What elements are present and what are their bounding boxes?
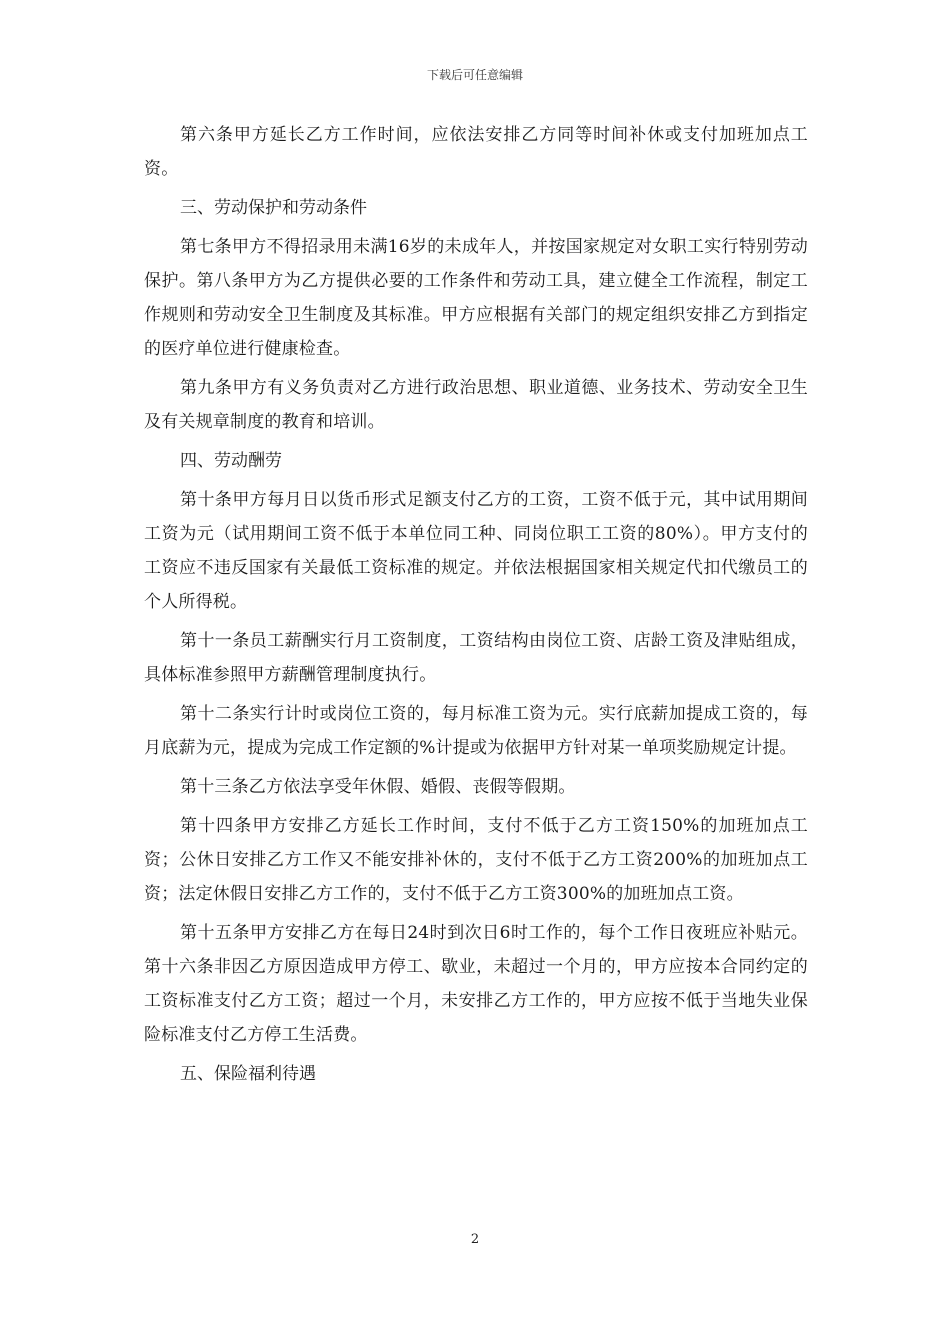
paragraph-article-7-8: 第七条甲方不得招录用未满16岁的未成年人，并按国家规定对女职工实行特别劳动保护。第八条甲方为乙方提供必要的工作条件和劳动工具，建立健全工作流程，制定工作规则和劳动安全卫生制度及其标准。甲方应根据有关部门的规定组织安排乙方到指定的医疗单位进行健康检查。 (144, 237, 808, 359)
section-heading-5: 五、保险福利待遇 (180, 1064, 316, 1084)
page-number: 2 (470, 1232, 480, 1247)
paragraph-article-15-16: 第十五条甲方安排乙方在每日24时到次日6时工作的，每个工作日夜班应补贴元。第十六条非因乙方原因造成甲方停工、歇业，未超过一个月的，甲方应按本合同约定的工资标准支付乙方工资；超过一个月，未安排乙方工作的，甲方应按不低于当地失业保险标准支付乙方停工生活费。 (144, 923, 808, 1045)
document-body (144, 118, 808, 1096)
section-heading-3: 三、劳动保护和劳动条件 (180, 198, 367, 218)
paragraph-article-14: 第十四条甲方安排乙方延长工作时间，支付不低于乙方工资150%的加班加点工资；公休日安排乙方工作又不能安排补休的，支付不低于乙方工资200%的加班加点工资；法定休假日安排乙方工作的，支付不低于乙方工资300%的加班加点工资。 (144, 816, 808, 904)
paragraph-article-9: 第九条甲方有义务负责对乙方进行政治思想、职业道德、业务技术、劳动安全卫生及有关规章制度的教育和培训。 (144, 378, 808, 432)
paragraph-article-12: 第十二条实行计时或岗位工资的，每月标准工资为元。实行底薪加提成工资的，每月底薪为元，提成为完成工作定额的%计提或为依据甲方针对某一单项奖励规定计提。 (144, 704, 808, 758)
paragraph-article-6: 第六条甲方延长乙方工作时间，应依法安排乙方同等时间补休或支付加班加点工资。 (144, 125, 808, 179)
paragraph-article-13: 第十三条乙方依法享受年休假、婚假、丧假等假期。 (180, 777, 576, 797)
paragraph-article-11: 第十一条员工薪酬实行月工资制度，工资结构由岗位工资、店龄工资及津贴组成，具体标准参照甲方薪酬管理制度执行。 (144, 631, 808, 685)
page-header: 下载后可任意编辑 (426, 68, 523, 82)
paragraph-article-10: 第十条甲方每月日以货币形式足额支付乙方的工资，工资不低于元，其中试用期间工资为元（试用期间工资不低于本单位同工种、同岗位职工工资的80%）。甲方支付的工资应不违反国家有关最低工资标准的规定。并依法根据国家相关规定代扣代缴员工的个人所得税。 (144, 490, 808, 612)
section-heading-4: 四、劳动酬劳 (180, 451, 282, 471)
